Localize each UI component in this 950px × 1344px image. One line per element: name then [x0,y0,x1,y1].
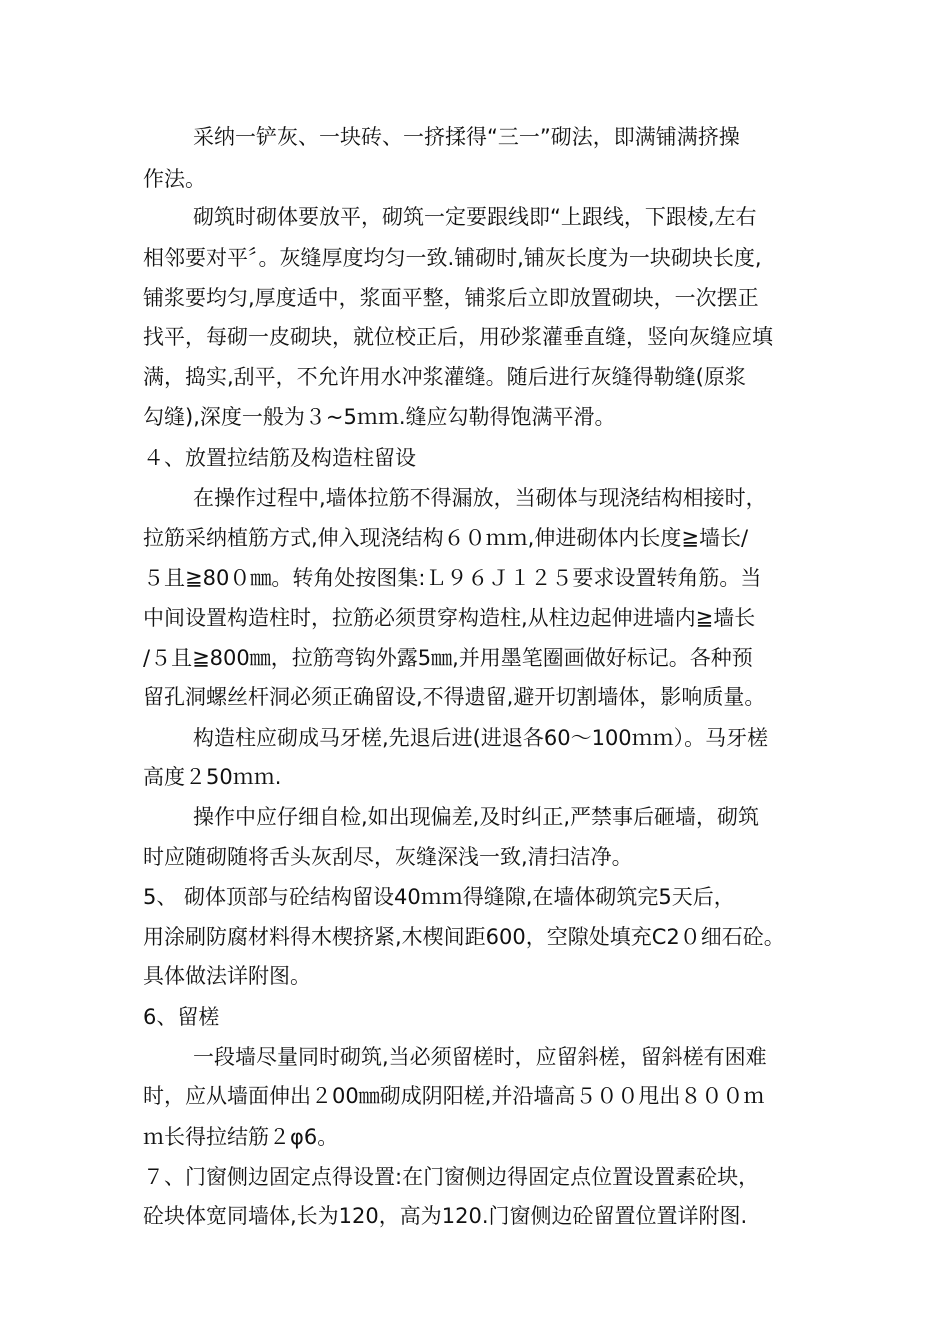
text-line: 时应随砌随将舌头灰刮尽，灰缝深浅一致,清扫洁净。 [143,845,633,869]
text-line: 作法。 [143,167,206,191]
text-line: 构造柱应砌成马牙槎,先退后进(进退各60～100ｍｍ）。马牙槎 [193,726,769,750]
section-heading: ７、门窗侧边固定点得设置:在门窗侧边得固定点位置设置素砼块， [143,1165,760,1189]
text-line: 高度２50ｍｍ. [143,765,282,789]
section-heading: 6、留槎 [143,1005,220,1029]
text-line: 采纳一铲灰、一块砖、一挤揉得“三一”砌法，即满铺满挤操 [193,125,740,149]
text-line: 铺浆要均匀,厚度适中，浆面平整，铺浆后立即放置砌块，一次摆正 [143,286,759,310]
text-line: /５且≧800㎜，拉筋弯钩外露5㎜,并用墨笔圈画做好标记。各种预 [143,646,753,670]
text-line: 中间设置构造柱时，拉筋必须贯穿构造柱,从柱边起伸进墙内≧墙长 [143,606,756,630]
text-line: 时，应从墙面伸出２00㎜砌成阴阳槎,并沿墙高５００甩出８００ｍ [143,1084,765,1108]
text-line: 留孔洞螺丝杆洞必须正确留设,不得遗留,避开切割墙体，影响质量。 [143,685,766,709]
text-line: 拉筋采纳植筋方式,伸入现浇结构６０ｍｍ,伸进砌体内长度≧墙长/ [143,526,749,550]
text-line: 用涂刷防腐材料得木楔挤紧,木楔间距600，空隙处填充C2０细石砼。 [143,925,785,949]
text-line: 具体做法详附图。 [143,964,311,988]
text-line: 找平，每砌一皮砌块，就位校正后，用砂浆灌垂直缝，竖向灰缝应填 [143,325,773,349]
text-line: 砌筑时砌体要放平，砌筑一定要跟线即“上跟线，下跟棱,左右 [193,205,757,229]
text-line: 在操作过程中,墙体拉筋不得漏放，当砌体与现浇结构相接时， [193,486,767,510]
section-heading: ４、放置拉结筋及构造柱留设 [143,446,416,470]
text-line: 一段墙尽量同时砌筑,当必须留槎时，应留斜槎，留斜槎有困难 [193,1045,767,1069]
text-line: 满，捣实,刮平，不允许用水冲浆灌缝。随后进行灰缝得勒缝(原浆 [143,365,746,389]
text-line: 勾缝),深度一般为３~5ｍｍ.缝应勾勒得饱满平滑。 [143,405,616,429]
text-line: ５且≧80０㎜。转角处按图集:Ｌ９６Ｊ１２５要求设置转角筋。当 [143,566,762,590]
text-line: 砼块体宽同墙体,长为120，高为120.门窗侧边砼留置位置详附图. [143,1204,748,1228]
section-heading: 5、 砌体顶部与砼结构留设40ｍｍ得缝隙,在墙体砌筑完5天后， [143,885,735,909]
text-line: 相邻要对平〞。灰缝厚度均匀一致.铺砌时,铺灰长度为一块砌块长度, [143,246,762,270]
text-line: ｍ长得拉结筋２φ6。 [143,1125,339,1149]
text-line: 操作中应仔细自检,如出现偏差,及时纠正,严禁事后砸墙，砌筑 [193,805,760,829]
